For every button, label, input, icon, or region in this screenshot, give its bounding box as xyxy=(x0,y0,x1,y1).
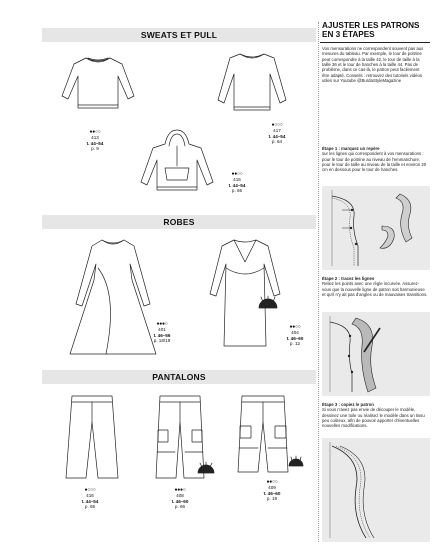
difficulty-dots-icon: ●●●○ xyxy=(174,487,186,493)
step-1-text: sur les lignes qui correspondent à vos mensurations : pour le tour de poitrine au niveau de l'emmanchure, pour le tour de taille au niveau de la taille et environ 20 cm en dessous pour le tour de hanches. xyxy=(322,151,427,173)
garment-408-page: p. 66 xyxy=(174,504,186,510)
sidebar-title-line1: AJUSTER LES PATRONS xyxy=(322,21,420,30)
step-3-text: Si vous n'avez pas envie de découper le modèle, dessinez une toile ou réalisez le modèle dans un tissu peu coûteux, afin de pouvoir apporter d'éventuelles nouvelles modifications. xyxy=(322,407,425,429)
garment-401-drawing xyxy=(58,234,168,364)
garment-416-number: 416 xyxy=(86,493,94,499)
garment-416-info xyxy=(72,488,108,510)
garment-404-drawing xyxy=(200,234,290,354)
garment-409-number: 409 xyxy=(268,485,276,491)
garment-404-number: 404 xyxy=(291,330,299,336)
garment-413-size: t. 44–54 xyxy=(86,140,104,146)
garment-409-page: p. 19 xyxy=(266,496,278,502)
garment-409-size: t. 46–60 xyxy=(263,490,281,496)
garment-408-info xyxy=(162,488,198,510)
garment-401-number: 401 xyxy=(158,327,166,333)
sidebar-title xyxy=(320,22,430,39)
garment-416-drawing xyxy=(62,392,122,482)
difficulty-dots-icon: ●●○○ xyxy=(231,171,243,177)
garment-413-drawing xyxy=(58,52,138,114)
garment-409-drawing xyxy=(232,392,294,476)
difficulty-dots-icon: ●○○○ xyxy=(271,122,283,128)
sidebar-title-line2: EN 3 ÉTAPES xyxy=(322,29,375,39)
garment-413-page: p. 9 xyxy=(91,146,99,152)
section-header-sweats: SWEATS ET PULL xyxy=(42,28,316,42)
garment-413-info xyxy=(80,130,110,152)
garment-415-info xyxy=(222,172,252,194)
sidebar-intro: Vos mensurations ne correspondent souvent pas aux mesures du tableau. Par exemple, le tour de poitrine peut correspondre à la taille 42, le tour de taille à la taille 36 et le tour de hanches à la taille 44. Pas de problème, dans ce cas-là, le patron peut facilement être adapté. Conseils : retrouvez des tutoriels vidéos utiles sur Youtube @BurdaStyleMagazine xyxy=(322,46,424,83)
garment-401-size: t. 46–56 xyxy=(153,332,171,338)
difficulty-dots-icon: ●●○○ xyxy=(266,479,278,485)
step-1-title: Étape 1 : marquez un repère xyxy=(322,146,380,151)
pincushion-icon xyxy=(196,462,216,475)
sidebar-divider xyxy=(320,42,430,43)
step-2-title: Étape 2 : tracez les lignes xyxy=(322,276,375,281)
garment-408-number: 408 xyxy=(176,493,184,499)
garment-417-number: 417 xyxy=(273,128,281,134)
step-3-title: Étape 3 : copiez le patron xyxy=(322,402,374,407)
difficulty-dots-icon: ●●●○ xyxy=(156,321,168,327)
garment-415-size: t. 44–54 xyxy=(228,182,246,188)
step-1-block xyxy=(320,146,430,172)
garment-417-size: t. 44–54 xyxy=(268,133,286,139)
garment-413-number: 413 xyxy=(91,135,99,141)
column-divider xyxy=(318,22,319,542)
step-3-diagram xyxy=(322,438,430,542)
pincushion-icon xyxy=(287,456,305,468)
garment-404-size: t. 46–60 xyxy=(286,335,304,341)
step-2-block xyxy=(320,276,430,297)
garment-408-size: t. 46–60 xyxy=(171,498,189,504)
step-1-diagram xyxy=(322,186,430,270)
difficulty-dots-icon: ●●○○ xyxy=(289,324,301,330)
garment-401-info xyxy=(145,322,179,344)
garment-417-info xyxy=(262,123,292,145)
sidebar-pattern-adjustment xyxy=(320,22,430,542)
garment-415-number: 415 xyxy=(233,177,241,183)
garment-404-page: p. 12 xyxy=(289,341,301,347)
difficulty-dots-icon: ●○○○ xyxy=(84,487,96,493)
pincushion-icon xyxy=(257,296,279,310)
garment-417-page: p. 64 xyxy=(271,139,283,145)
garment-404-info xyxy=(278,325,312,347)
garment-417-drawing xyxy=(212,48,292,118)
garment-415-page: p. 65 xyxy=(231,188,243,194)
garment-416-page: p. 65 xyxy=(84,504,96,510)
garment-409-info xyxy=(254,480,290,502)
garment-401-page: p. 18/19 xyxy=(153,338,171,344)
garment-416-size: t. 44–54 xyxy=(81,498,99,504)
section-header-pantalons: PANTALONS xyxy=(42,370,316,384)
step-2-diagram xyxy=(322,312,430,396)
step-2-text: Reliez les points avec une règle incurvée. Assurez-vous que la nouvelle ligne de patron soit harmonieuse et qu'il n'y ait pas d'angles ou de mauvaises transitions. xyxy=(322,281,428,297)
garment-415-drawing xyxy=(135,128,219,198)
difficulty-dots-icon: ●●○○ xyxy=(89,129,101,135)
step-3-block xyxy=(320,402,430,428)
section-header-robes: ROBES xyxy=(42,215,316,229)
